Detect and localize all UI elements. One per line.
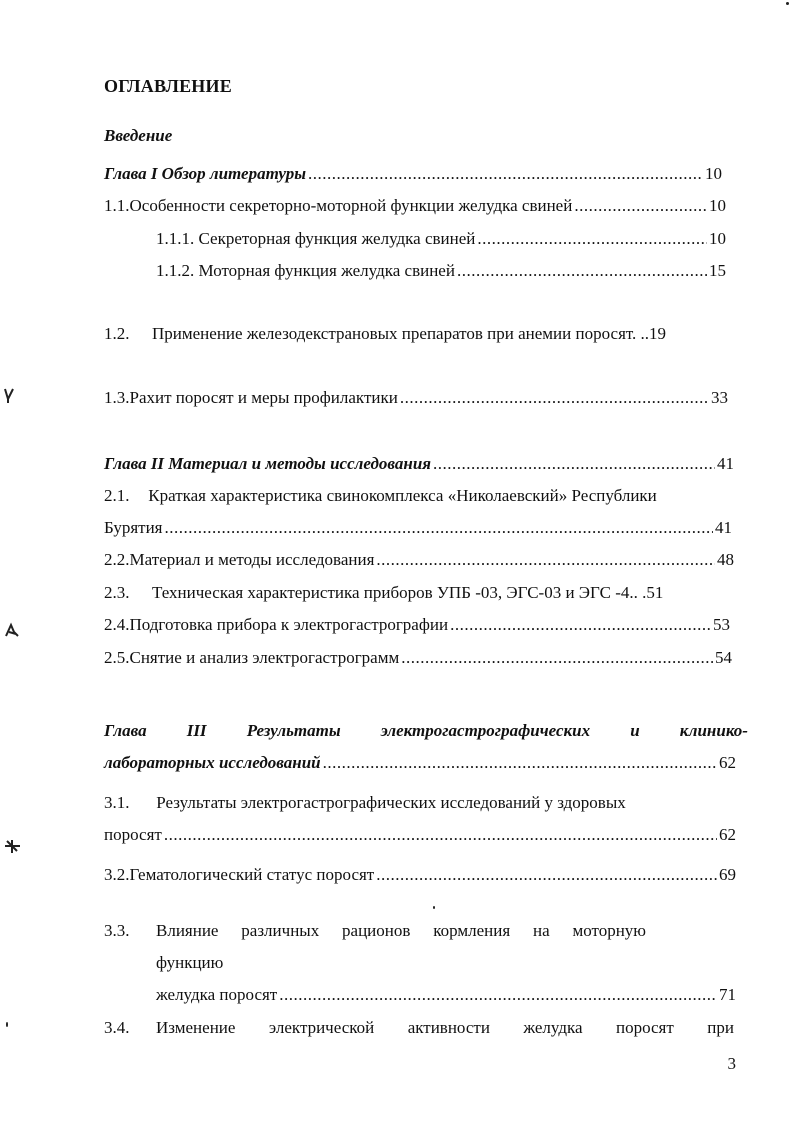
toc-section-word: поросят	[615, 1018, 674, 1037]
toc-section-number: 2.1.	[104, 486, 130, 505]
toc-section-page: 19	[649, 324, 667, 343]
toc-chapter-2-title: Глава II Материал и методы исследования	[104, 454, 432, 473]
scan-artifact-mark	[2, 622, 22, 640]
toc-chapter-3-page: 62	[719, 753, 736, 772]
toc-section-number: 3.4.	[104, 1018, 130, 1037]
toc-section-title: Рахит поросят и меры профилактики	[129, 388, 398, 407]
toc-section-title: Техническая характеристика приборов УПБ -03, ЭГС-03 и ЭГС -4.. .	[152, 583, 647, 602]
toc-chapter-2-page: 41	[717, 454, 734, 473]
toc-section-word: моторную	[572, 921, 646, 940]
toc-section-title	[156, 1018, 734, 1038]
toc-section-number: 1.1.	[104, 196, 130, 215]
toc-section-page: 54	[715, 648, 732, 667]
toc-leader-dots	[477, 229, 707, 249]
toc-section-2-2	[104, 550, 734, 570]
toc-leader-dots	[433, 454, 715, 474]
toc-chapter-1-title: Глава I Обзор литературы	[104, 164, 307, 183]
toc-chapter-3-word: клинико-	[679, 721, 748, 740]
toc-section-title: Краткая характеристика свинокомплекса «Николаевский» Республики	[148, 486, 657, 505]
toc-section-page: 48	[717, 550, 734, 569]
toc-section-word: Влияние	[156, 921, 219, 940]
toc-section-page: 10	[709, 196, 726, 215]
toc-section-word: Изменение	[156, 1018, 236, 1037]
toc-chapter-1-page: 10	[705, 164, 722, 183]
toc-section-page: 71	[719, 985, 736, 1004]
toc-section-title: Результаты электрогастрографических исследований у здоровых	[156, 793, 626, 812]
toc-section-3-3-line3	[156, 985, 736, 1005]
scan-artifact-mark	[2, 838, 24, 856]
toc-leader-dots	[323, 753, 717, 773]
toc-section-3-1-line2	[104, 825, 736, 845]
scan-speck	[786, 2, 789, 5]
toc-leader-dots	[165, 518, 713, 538]
toc-chapter-2	[104, 454, 734, 474]
toc-section-page: 53	[713, 615, 730, 634]
toc-section-1-2	[104, 324, 730, 344]
toc-section-3-1-line1	[104, 793, 626, 813]
toc-section-title: Подготовка прибора к электрогастрографии	[129, 615, 449, 634]
toc-section-2-5	[104, 648, 732, 668]
toc-section-word: при	[707, 1018, 734, 1037]
toc-leader-dots	[457, 261, 707, 281]
toc-section-3-3-line1	[104, 921, 646, 941]
toc-section-title-continued: поросят	[104, 825, 162, 844]
toc-section-number: 3.3.	[104, 921, 130, 940]
toc-section-3-3-line2: функцию	[156, 953, 224, 972]
toc-section-page: 33	[711, 388, 728, 407]
toc-intro: Введение	[104, 126, 173, 145]
toc-section-number: 2.5.	[104, 648, 130, 667]
toc-chapter-1	[104, 164, 722, 184]
toc-section-number: 3.1.	[104, 793, 130, 812]
toc-section-number: 2.4.	[104, 615, 130, 634]
toc-section-1-3	[104, 388, 728, 408]
toc-section-title: Материал и методы исследования	[129, 550, 375, 569]
toc-section-2-3	[104, 583, 734, 603]
toc-chapter-3-word: Результаты	[246, 721, 341, 740]
scan-speck	[433, 906, 435, 909]
scan-artifact-mark	[0, 385, 18, 405]
toc-chapter-3-word: и	[630, 721, 640, 740]
toc-section-title-continued: Бурятия	[104, 518, 163, 537]
toc-leader-dots	[376, 865, 717, 885]
toc-leader-dots	[574, 196, 707, 216]
toc-chapter-3-line2	[104, 753, 736, 773]
toc-leader-dots	[450, 615, 711, 635]
toc-section-number: 2.3.	[104, 583, 130, 602]
toc-subsection-title: 1.1.2. Моторная функция желудка свиней	[156, 261, 455, 280]
toc-section-word: электрической	[268, 1018, 375, 1037]
toc-section-3-4-line1	[104, 1018, 734, 1038]
toc-leader-dots	[279, 985, 717, 1005]
toc-subsection-page: 10	[709, 229, 726, 248]
toc-section-word: на	[532, 921, 550, 940]
toc-section-2-1-line1	[104, 486, 657, 506]
toc-section-page: 41	[715, 518, 732, 537]
toc-subsection-1-1-2	[156, 261, 726, 281]
toc-subsection-page: 15	[709, 261, 726, 280]
toc-chapter-3-word: электрогастрографических	[380, 721, 591, 740]
toc-section-title: Снятие и анализ электрогастрограмм	[129, 648, 400, 667]
toc-section-title: Особенности секреторно-моторной функции желудка свиней	[129, 196, 573, 215]
toc-leader-dots	[164, 825, 717, 845]
toc-section-number: 1.2.	[104, 324, 130, 343]
page-number: 3	[727, 1054, 736, 1073]
toc-leader-dots	[400, 388, 709, 408]
toc-section-word: различных	[241, 921, 320, 940]
toc-section-title: Гематологический статус поросят	[129, 865, 375, 884]
toc-leader-dots	[376, 550, 715, 570]
toc-section-number: 1.3.	[104, 388, 130, 407]
toc-leader-dots	[401, 648, 713, 668]
page-title: ОГЛАВЛЕНИЕ	[104, 76, 232, 96]
toc-section-1-1	[104, 196, 726, 216]
toc-leader-dots	[308, 164, 703, 184]
toc-section-word: желудка	[523, 1018, 583, 1037]
toc-section-word: кормления	[433, 921, 511, 940]
toc-chapter-3-line1	[104, 721, 748, 741]
toc-section-word: активности	[407, 1018, 490, 1037]
toc-section-page: 62	[719, 825, 736, 844]
toc-chapter-3-title-continued: лабораторных исследований	[104, 753, 321, 772]
toc-section-3-2	[104, 865, 736, 885]
toc-section-number: 3.2.	[104, 865, 130, 884]
toc-section-title-continued: желудка поросят	[156, 985, 278, 1004]
toc-section-number: 2.2.	[104, 550, 130, 569]
toc-section-2-1-line2	[104, 518, 732, 538]
scan-speck	[6, 1022, 8, 1027]
toc-section-title	[156, 921, 646, 941]
toc-section-page: 69	[719, 865, 736, 884]
toc-section-word: рационов	[342, 921, 411, 940]
toc-subsection-1-1-1	[156, 229, 726, 249]
toc-subsection-title: 1.1.1. Секреторная функция желудка свиней	[156, 229, 476, 248]
toc-section-title: Применение железодекстрановых препаратов при анемии поросят. ..	[152, 324, 650, 343]
toc-chapter-3-word: Глава	[104, 721, 147, 740]
toc-chapter-3-word: III	[186, 721, 207, 740]
toc-section-page: 51	[646, 583, 664, 602]
toc-section-2-4	[104, 615, 730, 635]
